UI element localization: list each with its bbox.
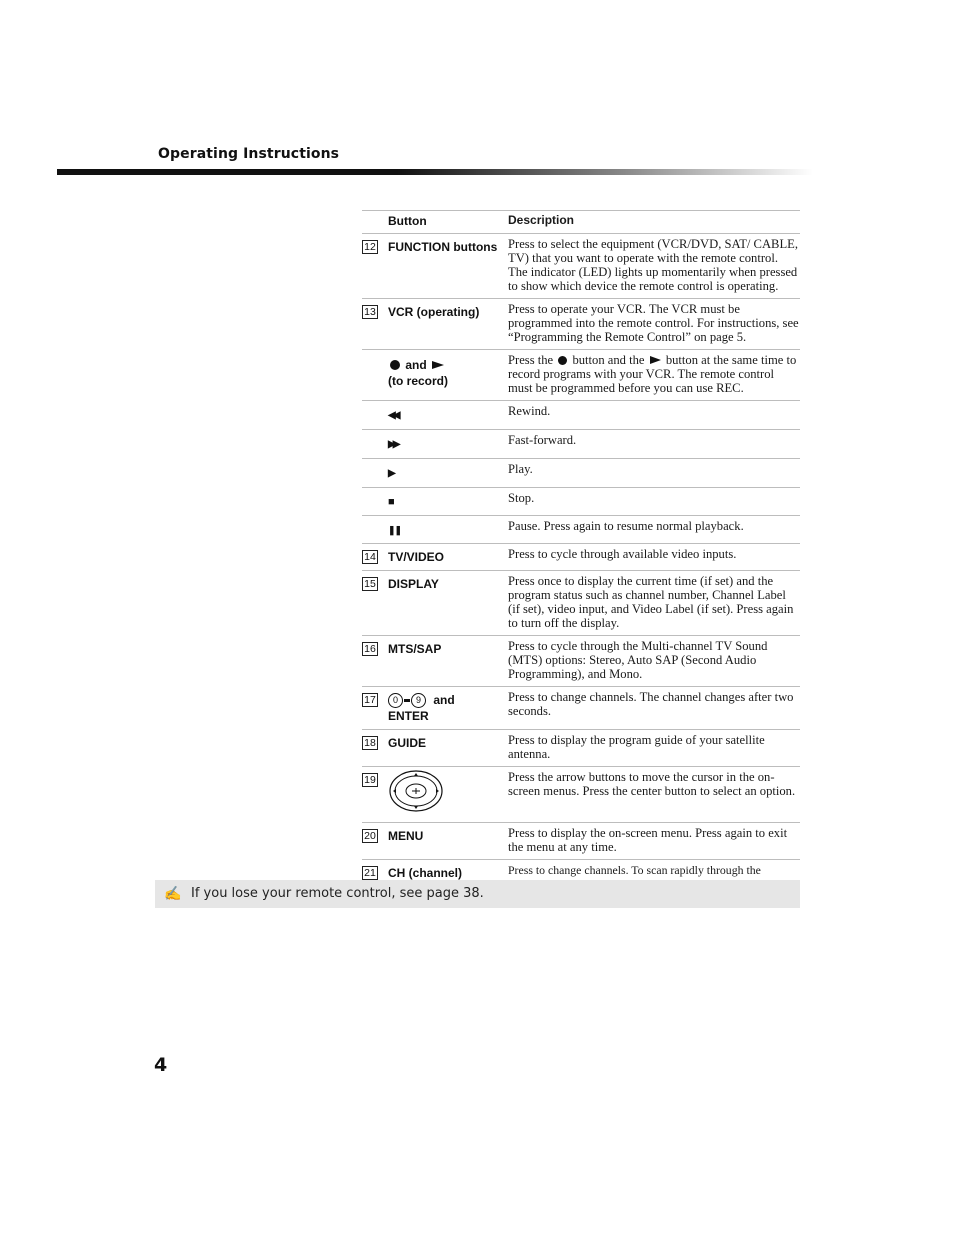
table-row [362, 430, 800, 459]
table-row [362, 687, 800, 730]
button-description: Press to change channels. The channel changes after two seconds. [508, 687, 800, 730]
table-row [362, 730, 800, 767]
item-number-badge: 21 [362, 866, 378, 880]
header-description: Description [508, 211, 800, 234]
to-record-label: (to record) [388, 374, 448, 388]
button-name: GUIDE [388, 730, 508, 767]
rewind-icon: ◀◀ [388, 410, 398, 421]
button-description: Press to operate your VCR. The VCR must be programmed into the remote control. For instructions, see “Programming the Remote Control” on page 5. [508, 299, 800, 350]
table-row [362, 823, 800, 860]
header-button: Button [388, 211, 508, 234]
button-name: DISPLAY [388, 571, 508, 636]
play-icon: ▶ [388, 468, 396, 479]
record-dot-icon [390, 360, 400, 370]
and-label: and [433, 693, 455, 707]
joystick-cell [388, 767, 508, 823]
note-text: If you lose your remote control, see page 38. [191, 886, 484, 901]
item-number-badge: 14 [362, 550, 378, 564]
table-row [362, 234, 800, 299]
item-number-badge: 13 [362, 305, 378, 319]
button-description-table [362, 210, 800, 897]
fast-forward-icon: ▶▶ [388, 439, 398, 450]
item-number-badge: 19 [362, 773, 378, 787]
enter-label: ENTER [388, 709, 429, 724]
table-row [362, 571, 800, 636]
table-row [362, 350, 800, 401]
table-row [362, 401, 800, 430]
desc-part: button at the same time to record programs with your VCR. The remote control must be programmed before you can use REC. [508, 353, 797, 395]
section-title: Operating Instructions [158, 146, 340, 162]
button-description: Pause. Press again to resume normal playback. [508, 516, 800, 544]
joystick-icon [388, 769, 444, 813]
range-dash [404, 699, 410, 702]
button-description: Rewind. [508, 401, 800, 430]
button-description: Press to cycle through available video inputs. [508, 544, 800, 571]
item-number-badge: 18 [362, 736, 378, 750]
button-name: VCR (operating) [388, 299, 508, 350]
button-description: Stop. [508, 488, 800, 516]
button-description: Fast-forward. [508, 430, 800, 459]
table-header-row [362, 211, 800, 234]
key-9-icon: 9 [411, 693, 426, 708]
button-name: MTS/SAP [388, 636, 508, 687]
desc-part: button and the [572, 353, 645, 367]
button-description [508, 350, 800, 401]
item-number-badge: 20 [362, 829, 378, 843]
header-num-cell [362, 211, 388, 234]
play-icon [650, 356, 661, 364]
table-row [362, 516, 800, 544]
button-description: Press to select the equipment (VCR/DVD, SAT/ CABLE, TV) that you want to operate with the remote control. The indicator (LED) lights up momentarily when pressed to show which device the remote control is operating. [508, 234, 800, 299]
button-name: TV/VIDEO [388, 544, 508, 571]
button-description: Press to display the program guide of your satellite antenna. [508, 730, 800, 767]
item-number-badge: 12 [362, 240, 378, 254]
button-description: Press to change channels. To scan rapidly through the [508, 860, 800, 897]
pencil-icon: ✍ [164, 885, 182, 901]
desc-part: Press the [508, 353, 554, 367]
button-description: Press the arrow buttons to move the cursor in the on-screen menus. Press the center button to select an option. [508, 767, 800, 823]
table-row [362, 459, 800, 488]
table-row [362, 544, 800, 571]
play-icon [432, 361, 444, 369]
button-description: Press to display the on-screen menu. Press again to exit the menu at any time. [508, 823, 800, 860]
button-description: Play. [508, 459, 800, 488]
item-number-badge: 17 [362, 693, 378, 707]
header-rule [57, 169, 813, 175]
number-keys-cell [388, 687, 508, 730]
table-row [362, 488, 800, 516]
table-row [362, 636, 800, 687]
table-row [362, 767, 800, 823]
item-number-badge: 15 [362, 577, 378, 591]
page-number: 4 [154, 1054, 168, 1076]
button-name: FUNCTION buttons [388, 234, 508, 299]
record-dot-icon [558, 356, 567, 365]
and-label: and [405, 358, 427, 372]
note-box [155, 880, 800, 908]
button-description: Press once to display the current time (if set) and the program status such as channel number, Channel Label (if set), video input, and Video Label (if set). Press again to turn off the display. [508, 571, 800, 636]
key-0-icon: 0 [388, 693, 403, 708]
button-name: MENU [388, 823, 508, 860]
button-name: CH (channel) [388, 860, 508, 897]
pause-icon: ❚❚ [388, 525, 402, 535]
record-button-cell [388, 350, 508, 401]
stop-icon: ■ [388, 496, 395, 508]
table-row [362, 299, 800, 350]
item-number-badge: 16 [362, 642, 378, 656]
button-description: Press to cycle through the Multi-channel TV Sound (MTS) options: Stereo, Auto SAP (Second Audio Programming), and Mono. [508, 636, 800, 687]
